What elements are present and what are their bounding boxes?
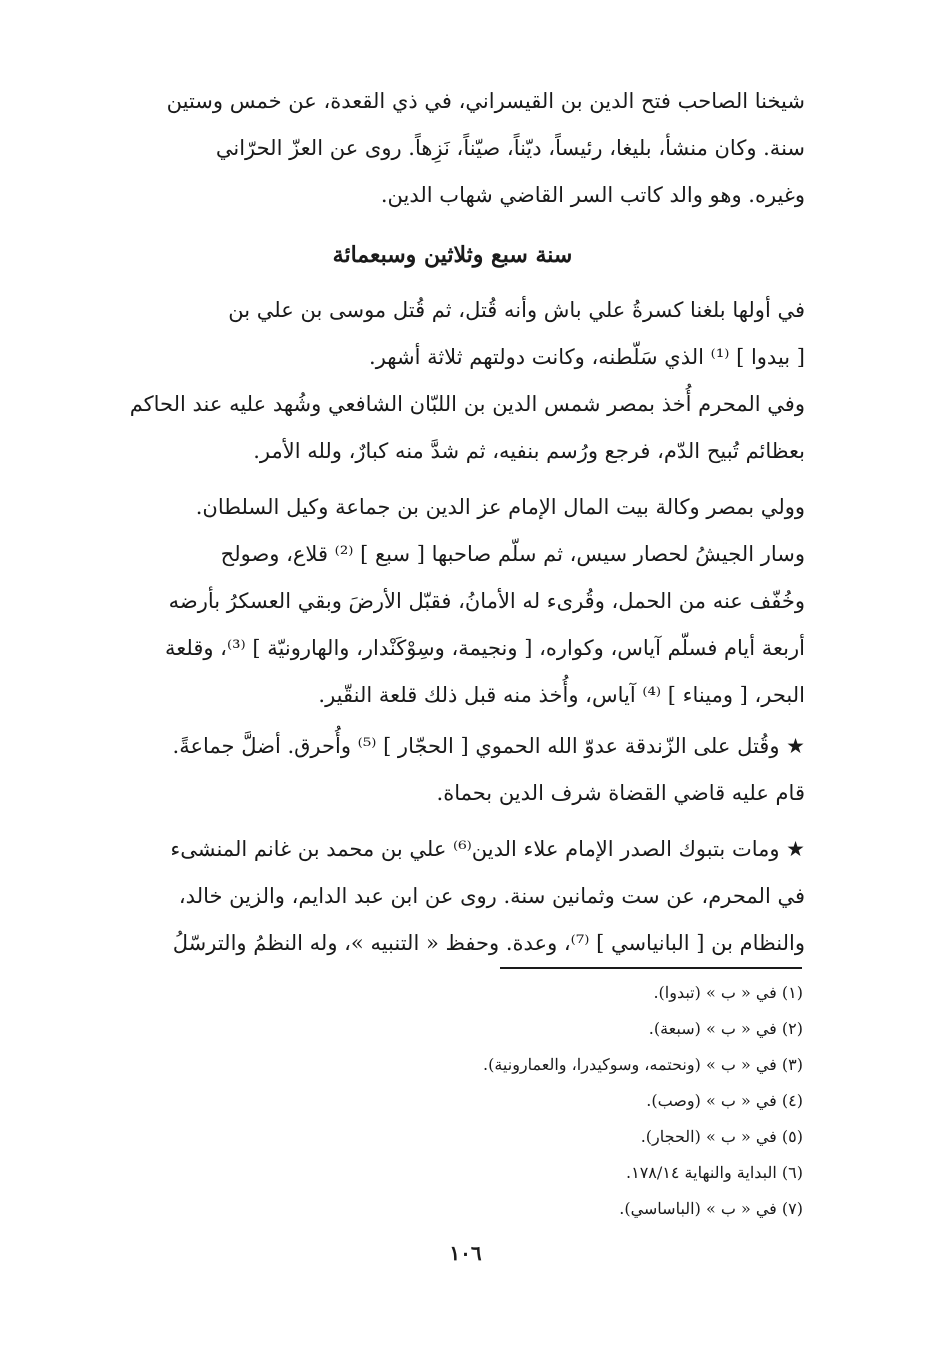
text-line: بعظائم تُبيح الدّم، فرجع ورُسم بنفيه، ثم شدَّ منه كبارٌ، ولله الأمر.	[253, 439, 805, 463]
text-line: وغيره. وهو والد كاتب السر القاضي شهاب الدين.	[380, 183, 805, 207]
footnote-item: (٦) البداية والنهاية ١٧٨/١٤.	[626, 1163, 803, 1182]
footnote-item: (٧) في « ب » (الباساسي).	[619, 1199, 803, 1218]
text-line: سنة. وكان منشأ، بليغا، رئيساً، ديّناً، صيّناً، نَزِهاً. روى عن العزّ الحرّاني	[215, 136, 805, 160]
paragraph-obituary-alaa-aldin	[100, 826, 805, 967]
text-line: ★ ومات بتبوك الصدر الإمام علاء الدين⁽⁶⁾ علي بن محمد بن غانم المنشىء	[170, 837, 805, 861]
paragraph-year-events-1	[100, 287, 805, 475]
text-line: وسار الجيشُ لحصار سيس، ثم سلّم صاحبها [ سبع ] ⁽²⁾ قلاع، وصولح	[220, 542, 805, 566]
page-number: ١٠٦	[449, 1241, 482, 1265]
text-line: البحر، [ وميناء ] ⁽⁴⁾ آياس، وأُخذ منه قبل ذلك قلعة النقّير.	[318, 683, 805, 707]
footnote-item: (٢) في « ب » (سبعة).	[648, 1019, 803, 1038]
paragraph-execution-hamawi	[100, 723, 805, 817]
text-line: والنظام بن [ البانياسي ] ⁽⁷⁾، وعدة. وحفظ « التنبيه »، وله النظمُ والترسّلُ	[172, 931, 805, 955]
text-line: في أولها بلغنا كسرةُ علي باش وأنه قُتل، ثم قُتل موسى بن علي بن	[228, 298, 805, 322]
footnote-item: (١) في « ب » (تبدوا).	[653, 983, 803, 1002]
text-line: شيخنا الصاحب فتح الدين بن القيسراني، في ذي القعدة، عن خمس وستين	[166, 89, 805, 113]
paragraph-obituary-qaysarani	[100, 78, 805, 219]
footnote-item: (٥) في « ب » (الحجار).	[640, 1127, 803, 1146]
text-line: وخُفّف عنه من الحمل، وقُرىء له الأمانُ، فقبّل الأرضَ وبقي العسكرُ بأرضه	[168, 589, 805, 613]
text-line: أربعة أيام فسلّم آياس، وكواره، [ ونجيمة، وسِوْكَنْدار، والهارونيّة ] ⁽³⁾، وقلعة	[164, 636, 805, 660]
text-line: [ بيدوا ] ⁽¹⁾ الذي سَلّطنه، وكانت دولتهم ثلاثة أشهر.	[369, 345, 805, 369]
footnote-separator	[500, 967, 802, 969]
text-line: ★ وقُتل على الزّندقة عدوّ الله الحموي [ الحجّار ] ⁽⁵⁾ وأُحرق. أضلَّ جماعةً.	[172, 734, 805, 758]
text-line: قام عليه قاضي القضاة شرف الدين بحماة.	[436, 781, 805, 805]
footnote-item: (٤) في « ب » (وصب).	[646, 1091, 803, 1110]
footnote-item: (٣) في « ب » (ونحتمه، وسوكيدرا، والعمارونية).	[483, 1055, 803, 1074]
paragraph-year-events-2	[100, 484, 805, 719]
section-heading-year: سنة سبع وثلاثين وسبعمائة	[332, 242, 573, 268]
text-line: وفي المحرم أُخذ بمصر شمس الدين بن اللبّان الشافعي وشُهد عليه عند الحاكم	[129, 392, 805, 416]
footnotes-list	[403, 975, 803, 1227]
text-line: وولي بمصر وكالة بيت المال الإمام عز الدين بن جماعة وكيل السلطان.	[195, 495, 805, 519]
text-line: في المحرم، عن ست وثمانين سنة. روى عن ابن عبد الدايم، والزين خالد،	[178, 884, 805, 908]
